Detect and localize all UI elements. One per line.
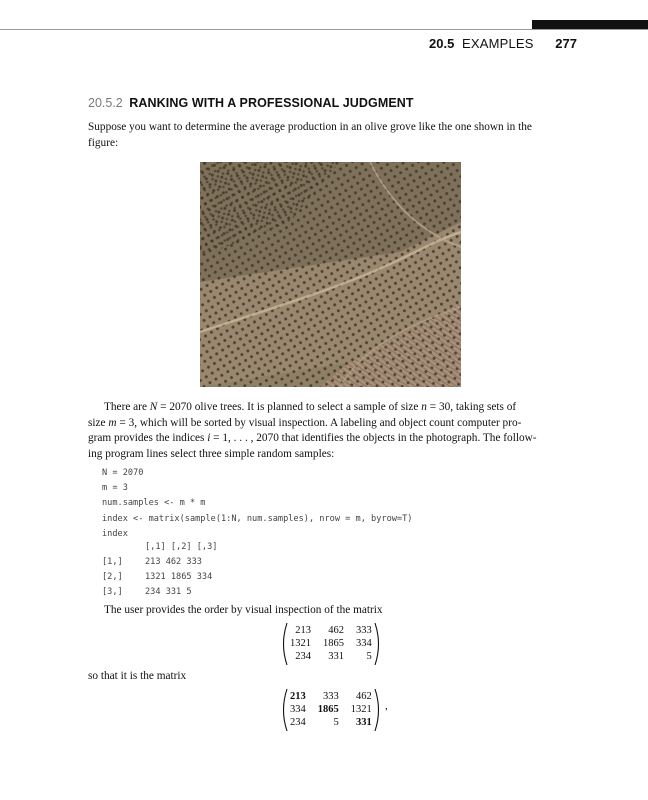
matrix-table [284, 624, 378, 663]
output-row-label: [1,] [102, 557, 123, 567]
text-line: ing program lines select three simple random samples: [88, 447, 335, 460]
subsection-heading [88, 96, 414, 110]
output-row-values: 234 331 5 [145, 587, 192, 597]
matrix-cell: 1321 [290, 638, 311, 649]
matrix-cell: 333 [356, 625, 372, 636]
intro-paragraph [88, 120, 578, 151]
matrix-cell: 462 [356, 691, 372, 702]
page-number: 277 [555, 36, 577, 51]
code-line: index [102, 528, 128, 539]
output-col-header: [,1] [,2] [,3] [145, 542, 218, 552]
text-line: size m = 3, which will be sorted by visual inspection. A labeling and object count computer pro- [88, 416, 522, 429]
matrix-unsorted [280, 622, 382, 666]
matrix-cell: 333 [323, 691, 339, 702]
matrix-cell: 1321 [350, 704, 372, 715]
matrix-sorted [280, 688, 382, 732]
code-line: num.samples <- m * m [102, 498, 206, 509]
matrix-row [284, 650, 378, 663]
text-line: figure: [88, 136, 119, 149]
text-line: gram provides the indices i = 1, . . . , 2070 that identifies the objects in the photograph. The follow- [88, 432, 537, 444]
so-that-sentence: so that it is the matrix [88, 670, 187, 682]
matrix-row [284, 716, 378, 729]
matrix-cell: 234 [290, 717, 306, 728]
code-line: m = 3 [102, 483, 128, 494]
output-row-label: [3,] [102, 587, 123, 597]
matrix-row [284, 624, 378, 637]
code-line: N = 2070 [102, 468, 144, 478]
code-line: index <- matrix(sample(1:N, num.samples), nrow = m, byrow=T) [102, 513, 413, 524]
body-paragraph [88, 400, 578, 462]
matrix-row [284, 637, 378, 650]
matrix-row [284, 690, 378, 703]
output-row-values: 1321 1865 334 [145, 572, 213, 582]
matrix-cell: 334 [356, 638, 372, 649]
text-line: Suppose you want to determine the average production in an olive grove like the one shown in the [88, 121, 532, 133]
user-order-sentence: The user provides the order by visual inspection of the matrix [104, 604, 383, 616]
running-head [429, 36, 577, 51]
right-paren [374, 622, 382, 666]
matrix-cell: 462 [328, 625, 344, 636]
text-line: There are N = 2070 olive trees. It is planned to select a sample of size n = 30, taking sets of [104, 401, 517, 413]
matrix-cell: 234 [295, 651, 311, 662]
matrix-cell: 1865 [317, 704, 339, 715]
subsection-number: 20.5.2 [88, 96, 123, 110]
matrix-row [284, 703, 378, 716]
matrix-cell: 1865 [323, 638, 344, 649]
matrix-cell: 331 [356, 717, 372, 728]
matrix-trailing-comma: , [385, 700, 388, 712]
matrix-table [284, 690, 378, 729]
code-block [102, 466, 412, 542]
matrix-cell: 213 [295, 625, 311, 636]
section-title: EXAMPLES [461, 36, 534, 51]
right-paren [374, 688, 382, 732]
matrix-cell: 5 [366, 651, 372, 662]
output-row-label: [2,] [102, 572, 123, 582]
matrix-cell: 334 [290, 704, 306, 715]
matrix-cell: 331 [328, 651, 344, 662]
subsection-title: RANKING WITH A PROFESSIONAL JUDGMENT [129, 96, 414, 110]
output-row-values: 213 462 333 [145, 557, 202, 567]
matrix-cell: 213 [290, 691, 306, 702]
matrix-cell: 5 [333, 717, 339, 728]
section-number: 20.5 [429, 36, 455, 51]
olive-grove-aerial-photo [200, 162, 461, 387]
header-rule [0, 29, 648, 30]
